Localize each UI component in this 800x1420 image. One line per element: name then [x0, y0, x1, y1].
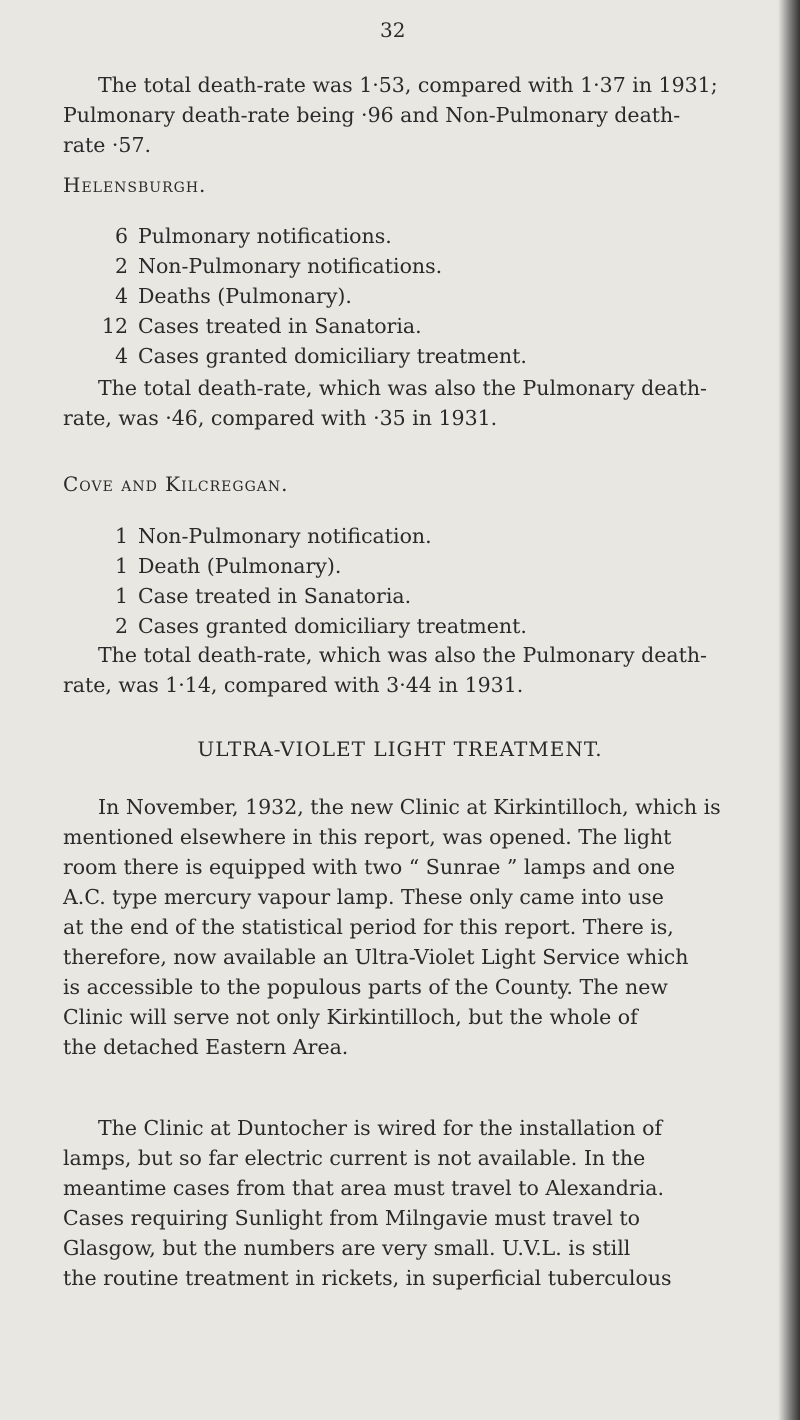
cove-paragraph [63, 640, 770, 700]
text-line: The total death-rate was 1·53, compared with 1·37 in 1931; [98, 73, 718, 97]
cove-stats-list [88, 521, 527, 641]
uv-paragraph-1 [63, 792, 770, 1062]
text-line: at the end of the statistical period for this report. There is, [63, 915, 674, 939]
list-item: 6 Pulmonary notifications. [114, 224, 392, 248]
text-line: lamps, but so far electric current is not available. In the [63, 1146, 646, 1170]
text-line: A.C. type mercury vapour lamp. These only came into use [63, 885, 664, 909]
section-heading-cove-kilcreggan: Cove and Kilcreggan. [63, 472, 289, 496]
page-number: 32 [380, 18, 406, 42]
text-line: The total death-rate, which was also the Pulmonary death- [98, 376, 707, 400]
intro-paragraph [63, 70, 770, 160]
section-heading-helensburgh: Helensburgh. [63, 173, 207, 197]
text-line: Pulmonary death-rate being ·96 and Non-Pulmonary death- [63, 103, 681, 127]
section-title-uv: ULTRA-VIOLET LIGHT TREATMENT. [197, 737, 603, 761]
helensburgh-stats-list [88, 221, 527, 371]
text-line: rate, was 1·14, compared with 3·44 in 1931. [63, 673, 524, 697]
text-line: meantime cases from that area must travel to Alexandria. [63, 1176, 665, 1200]
list-item: 2 Non-Pulmonary notifications. [114, 254, 443, 278]
list-item: 1 Death (Pulmonary). [114, 554, 342, 578]
list-item: 12 Cases treated in Sanatoria. [101, 314, 422, 338]
text-line: The total death-rate, which was also the Pulmonary death- [98, 643, 707, 667]
helensburgh-paragraph [63, 373, 770, 433]
text-line: The Clinic at Duntocher is wired for the installation of [98, 1116, 663, 1140]
text-line: is accessible to the populous parts of the County. The new [63, 975, 668, 999]
list-item: 4 Cases granted domiciliary treatment. [114, 344, 527, 368]
list-item: 2 Cases granted domiciliary treatment. [114, 614, 527, 638]
text-line: In November, 1932, the new Clinic at Kirkintilloch, which is [98, 795, 721, 819]
list-item: 1 Case treated in Sanatoria. [114, 584, 412, 608]
text-line: Clinic will serve not only Kirkintilloch, but the whole of [63, 1005, 638, 1029]
uv-paragraph-2 [63, 1113, 770, 1293]
text-line: mentioned elsewhere in this report, was opened. The light [63, 825, 672, 849]
page-binding-edge [778, 0, 800, 1420]
list-item: 1 Non-Pulmonary notification. [114, 524, 432, 548]
text-line: the routine treatment in rickets, in superficial tuberculous [63, 1266, 672, 1290]
text-line: rate ·57. [63, 133, 152, 157]
text-line: Cases requiring Sunlight from Milngavie must travel to [63, 1206, 640, 1230]
text-line: therefore, now available an Ultra-Violet Light Service which [63, 945, 689, 969]
list-item: 4 Deaths (Pulmonary). [114, 284, 352, 308]
text-line: the detached Eastern Area. [63, 1035, 349, 1059]
text-line: Glasgow, but the numbers are very small. U.V.L. is still [63, 1236, 631, 1260]
text-line: room there is equipped with two “ Sunrae ” lamps and one [63, 855, 676, 879]
text-line: rate, was ·46, compared with ·35 in 1931. [63, 406, 498, 430]
